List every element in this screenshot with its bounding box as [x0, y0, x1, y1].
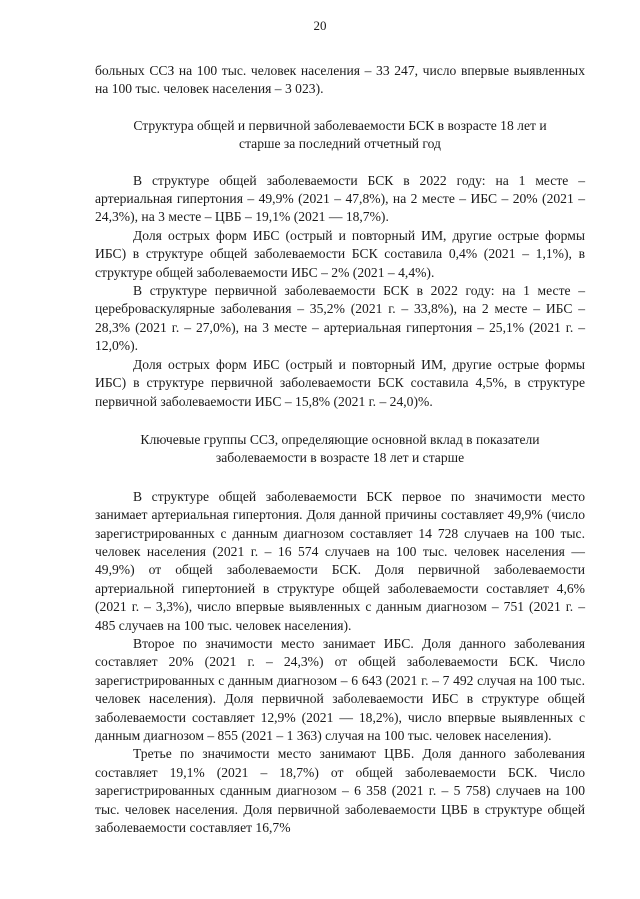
section1-paragraph-2: Доля острых форм ИБС (острый и повторный ИМ, другие острые формы ИБС) в структуре общей заболеваемости БСК составила 0,4% (2021 – 1,1%), в структуре общей заболеваемости ИБС – 2% (2021 – 4,4%). — [95, 227, 585, 280]
section2-paragraph-2: Второе по значимости место занимает ИБС. Доля данного заболевания составляет 20% (2021 г. – 24,3%) от общей заболеваемости БСК. Число зарегистрированных с данным диагнозом – 6 643 (2021 г. – 7 492 случая на 100 тыс. человек населения). Доля первичной заболеваемости ИБС в структуре общей заболеваемости составляет 12,9% (2021 — 18,2%), число впервые выявленных с данным диагнозом – 855 (2021 – 1 363) случая на 100 тыс. человек населения). — [95, 635, 585, 743]
section2-title-line2: заболеваемости в возрасте 18 лет и старше — [215, 450, 465, 466]
section1-title-line1: Структура общей и первичной заболеваемости БСК в возрасте 18 лет и — [133, 117, 547, 133]
section2-title — [95, 431, 585, 468]
page-content — [95, 62, 585, 837]
intro-paragraph: больных ССЗ на 100 тыс. человек населения – 33 247, число впервые выявленных на 100 тыс. человек населения – 3 023). — [95, 63, 585, 97]
section2-paragraph-1: В структуре общей заболеваемости БСК первое по значимости место занимает артериальная гипертония. Доля данной причины составляет 49,9% (число зарегистрированных с данным диагнозом составляет 14 728 случаев на 100 тыс. человек населения (2021 г. – 16 574 случаев на 100 тыс. человек населения — 49,9%) от общей заболеваемости БСК. Доля первичной заболеваемости артериальной гипертонией в структуре общей заболеваемости составляет 4,6% (2021 г. – 3,3%), число впервые выявленных с данным диагнозом – 751 (2021 г. – 485 случаев на 100 тыс. человек населения). — [95, 488, 585, 633]
section2-paragraph-3: Третье по значимости место занимают ЦВБ. Доля данного заболевания составляет 19,1% (2021 – 18,7%) от общей заболеваемости БСК. Число зарегистрированных сданным диагнозом – 6 358 (2021 г. – 5 758) случаев на 100 тыс. человек населения. Доля первичной заболеваемости ЦВБ в структуре общей заболеваемости составляет 16,7% — [95, 746, 585, 836]
section1-paragraph-3: В структуре первичной заболеваемости БСК в 2022 году: на 1 месте – цереброваскулярные заболевания – 35,2% (2021 г. – 33,8%), на 2 месте – ИБС – 28,3% (2021 г. – 27,0%), на 3 месте – артериальная гипертония – 25,1% (2021 г. – 12,0%). — [95, 283, 585, 354]
section1-title-line2: старше за последний отчетный год — [239, 136, 441, 152]
section2-title-line1: Ключевые группы ССЗ, определяющие основной вклад в показатели — [140, 431, 540, 447]
section1-paragraph-4: Доля острых форм ИБС (острый и повторный ИМ, другие острые формы ИБС) в структуре первичной заболеваемости БСК составила 4,5%, в структуре первичной заболеваемости ИБС – 15,8% (2021 г. – 24,0)%. — [95, 356, 585, 409]
section1-paragraph-1: В структуре общей заболеваемости БСК в 2022 году: на 1 месте – артериальная гипертония – 49,9% (2021 – 47,8%), на 2 месте – ИБС – 20% (2021 – 24,3%), на 3 месте – ЦВБ – 19,1% (2021 — 18,7%). — [95, 172, 585, 225]
page-number: 20 — [313, 18, 327, 33]
section1-title — [95, 117, 585, 154]
